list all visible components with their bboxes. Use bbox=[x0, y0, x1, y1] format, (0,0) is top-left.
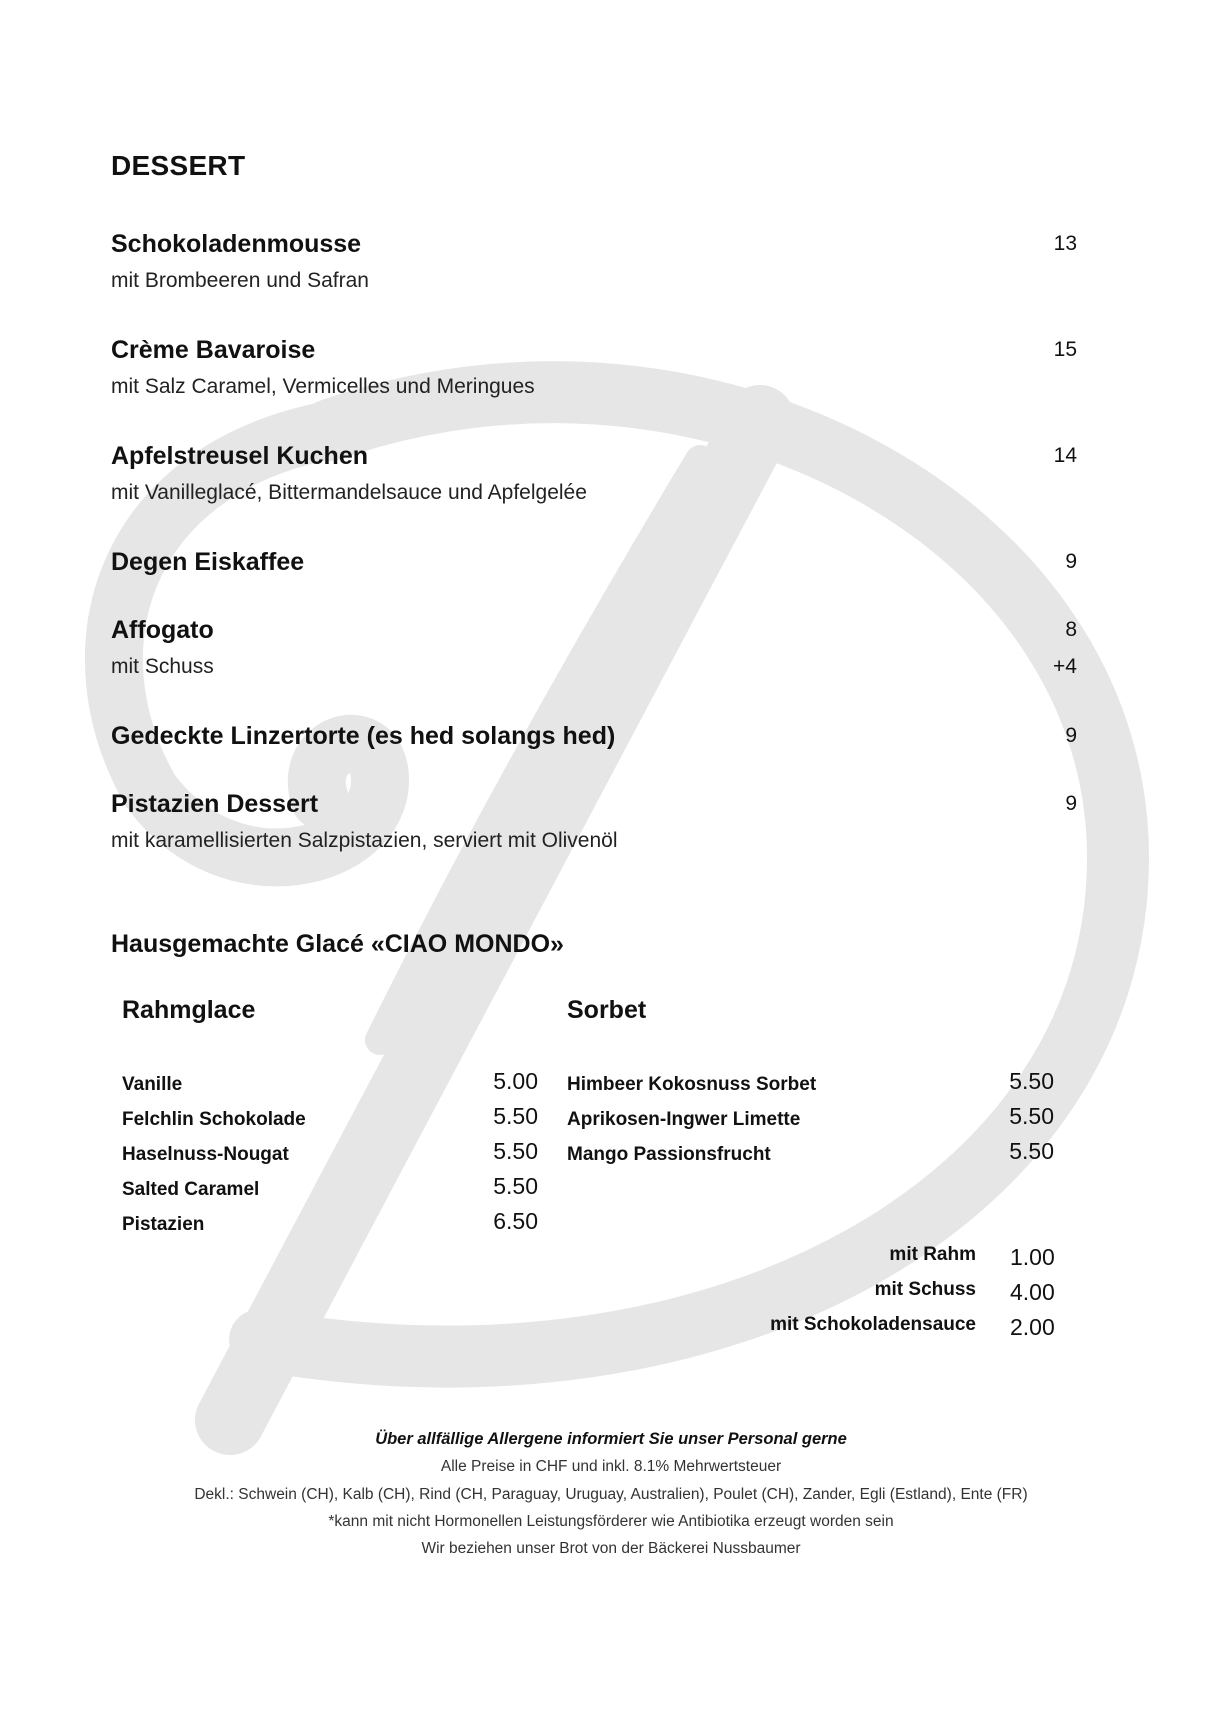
item-price-extra: +4 bbox=[1053, 655, 1077, 678]
allergen-note: Über allfällige Allergene informiert Sie unser Personal gerne bbox=[375, 1430, 847, 1448]
glace-title: Hausgemachte Glacé «CIAO MONDO» bbox=[111, 930, 564, 958]
rahmglace-row bbox=[122, 1138, 538, 1172]
item-price: 15 bbox=[1053, 338, 1077, 361]
item-price: 9 bbox=[1065, 792, 1077, 815]
menu-item bbox=[111, 228, 1077, 296]
rahmglace-row bbox=[122, 1103, 538, 1137]
item-price: 8 bbox=[1065, 618, 1077, 641]
extra-name: mit Schokoladensauce bbox=[770, 1314, 976, 1335]
glace-name: Himbeer Kokosnuss Sorbet bbox=[567, 1074, 817, 1095]
extra-price: 2.00 bbox=[1010, 1314, 1055, 1340]
glace-name: Haselnuss-Nougat bbox=[122, 1144, 289, 1165]
item-name: Pistazien Dessert bbox=[111, 790, 319, 818]
item-price: 13 bbox=[1053, 232, 1077, 255]
glace-price: 5.50 bbox=[1009, 1103, 1054, 1129]
extra-price: 1.00 bbox=[1010, 1244, 1055, 1270]
glace-price: 5.50 bbox=[493, 1138, 538, 1164]
glace-price: 5.50 bbox=[1009, 1138, 1054, 1164]
item-price: 9 bbox=[1065, 550, 1077, 573]
extra-price: 4.00 bbox=[1010, 1279, 1055, 1305]
glace-price: 5.50 bbox=[1009, 1068, 1054, 1094]
bread-note: Wir beziehen unser Brot von der Bäckerei Nussbaumer bbox=[421, 1540, 801, 1557]
glace-price: 5.00 bbox=[493, 1068, 538, 1094]
glace-name: Aprikosen-Ingwer Limette bbox=[567, 1109, 801, 1130]
item-name: Schokoladenmousse bbox=[111, 230, 362, 258]
extra-name: mit Schuss bbox=[874, 1279, 976, 1300]
item-name: Affogato bbox=[111, 616, 214, 644]
glace-price: 6.50 bbox=[493, 1208, 538, 1234]
rahmglace-heading: Rahmglace bbox=[122, 996, 256, 1024]
item-name: Apfelstreusel Kuchen bbox=[111, 442, 369, 470]
item-name: Degen Eiskaffee bbox=[111, 548, 305, 576]
item-description: mit Vanilleglacé, Bittermandelsauce und Apfelgelée bbox=[111, 481, 587, 504]
sorbet-heading: Sorbet bbox=[567, 996, 647, 1024]
origin-note: Dekl.: Schwein (CH), Kalb (CH), Rind (CH, Paraguay, Uruguay, Australien), Poulet (CH), Zander, Egli (Estland), Ente (FR) bbox=[194, 1486, 1028, 1503]
glace-name: Salted Caramel bbox=[122, 1179, 260, 1200]
item-description: mit karamellisierten Salzpistazien, serviert mit Olivenöl bbox=[111, 829, 618, 852]
menu-title: DESSERT bbox=[111, 150, 246, 181]
hormone-note: *kann mit nicht Hormonellen Leistungsförderer wie Antibiotika erzeugt worden sein bbox=[328, 1513, 894, 1530]
glace-name: Pistazien bbox=[122, 1214, 205, 1235]
item-description: mit Schuss bbox=[111, 655, 214, 678]
glace-name: Mango Passionsfrucht bbox=[567, 1144, 771, 1165]
glace-price: 5.50 bbox=[493, 1103, 538, 1129]
extra-name: mit Rahm bbox=[889, 1244, 976, 1265]
rahmglace-row bbox=[122, 1173, 538, 1207]
item-name: Crème Bavaroise bbox=[111, 336, 316, 364]
item-name: Gedeckte Linzertorte (es hed solangs hed) bbox=[111, 722, 616, 750]
menu-item bbox=[111, 546, 1077, 578]
rahmglace-row bbox=[122, 1068, 538, 1102]
item-description: mit Salz Caramel, Vermicelles und Meringues bbox=[111, 375, 535, 398]
item-price: 14 bbox=[1053, 444, 1077, 467]
menu-item bbox=[111, 788, 1077, 856]
glace-name: Felchlin Schokolade bbox=[122, 1109, 306, 1130]
menu-item bbox=[111, 440, 1077, 508]
menu-item bbox=[111, 720, 1077, 752]
glace-name: Vanille bbox=[122, 1074, 183, 1095]
menu-item bbox=[111, 614, 1077, 682]
sorbet-row bbox=[567, 1103, 1054, 1137]
sorbet-row bbox=[567, 1068, 1054, 1102]
sorbet-row bbox=[567, 1138, 1054, 1172]
item-price: 9 bbox=[1065, 724, 1077, 747]
price-note: Alle Preise in CHF und inkl. 8.1% Mehrwertsteuer bbox=[440, 1458, 782, 1475]
rahmglace-row bbox=[122, 1208, 538, 1242]
glace-price: 5.50 bbox=[493, 1173, 538, 1199]
item-description: mit Brombeeren und Safran bbox=[111, 269, 369, 292]
menu-item bbox=[111, 334, 1077, 402]
